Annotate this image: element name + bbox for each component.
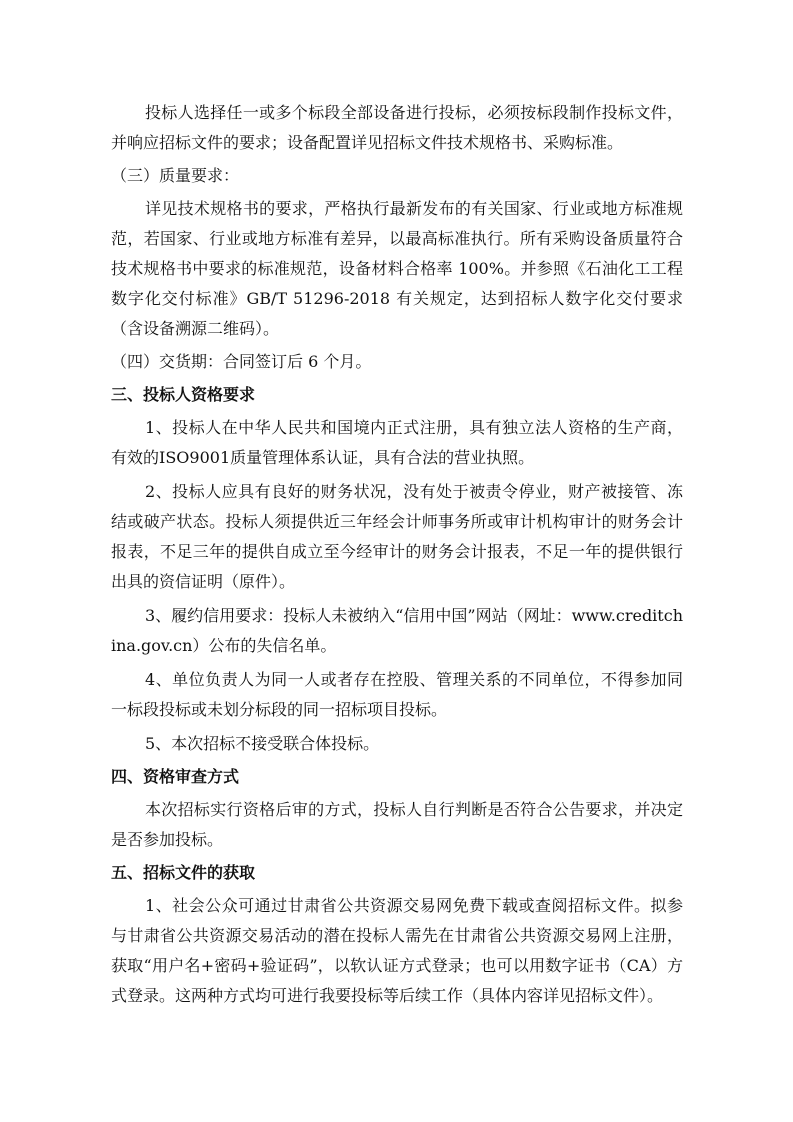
qualification-item-5: 5、本次招标不接受联合体投标。 [145,734,380,753]
paragraph-review-method: 本次招标实行资格后审的方式，投标人自行判断是否符合公告要求，并决定是否参加投标。 [111,800,683,849]
subsection-delivery-period: （四）交货期：合同签订后 6 个月。 [111,352,372,371]
paragraph-quality-requirements: 详见技术规格书的要求，严格执行最新发布的有关国家、行业或地方标准规范，若国家、行业或地方标准有差异，以最高标准执行。所有采购设备质量符合技术规格书中要求的标准规范，设备材料合格率 100%。并参照《石油化工工程数字化交付标准》GB/T 51296-2018 有关规定，达到招标人数字化交付要求（含设备溯源二维码）。 [111,199,683,338]
heading-obtain-bidding-documents: 五、招标文件的获取 [111,863,256,882]
qualification-item-4: 4、单位负责人为同一人或者存在控股、管理关系的不同单位，不得参加同一标段投标或未划分标段的同一招标项目投标。 [111,670,683,719]
qualification-item-1: 1、投标人在中华人民共和国境内正式注册，具有独立法人资格的生产商，有效的ISO9001质量管理体系认证，具有合法的营业执照。 [111,418,683,467]
subsection-quality-title: （三）质量要求： [111,166,240,185]
qualification-item-3: 3、履约信用要求：投标人未被纳入“信用中国”网站（网址：www.creditchina.gov.cn）公布的失信名单。 [111,606,683,655]
paragraph-bidding-scope: 投标人选择任一或多个标段全部设备进行投标，必须按标段制作投标文件，并响应招标文件的要求；设备配置详见招标文件技术规格书、采购标准。 [111,103,683,152]
qualification-item-2: 2、投标人应具有良好的财务状况，没有处于被责令停业，财产被接管、冻结或破产状态。投标人须提供近三年经会计师事务所或审计机构审计的财务会计报表，不足三年的提供自成立至今经审计的财务会计报表，不足一年的提供银行出具的资信证明（原件）。 [111,482,683,591]
heading-qualification-review: 四、资格审查方式 [111,767,240,786]
paragraph-obtain-documents: 1、社会公众可通过甘肃省公共资源交易网免费下载或查阅招标文件。拟参与甘肃省公共资源交易活动的潜在投标人需先在甘肃省公共资源交易网上注册，获取“用户名+密码+验证码”，以软认证方式登录；也可以用数字证书（CA）方式登录。这两种方式均可进行我要投标等后续工作（具体内容详见招标文件）。 [111,896,683,1005]
heading-bidder-qualifications: 三、投标人资格要求 [111,385,256,404]
